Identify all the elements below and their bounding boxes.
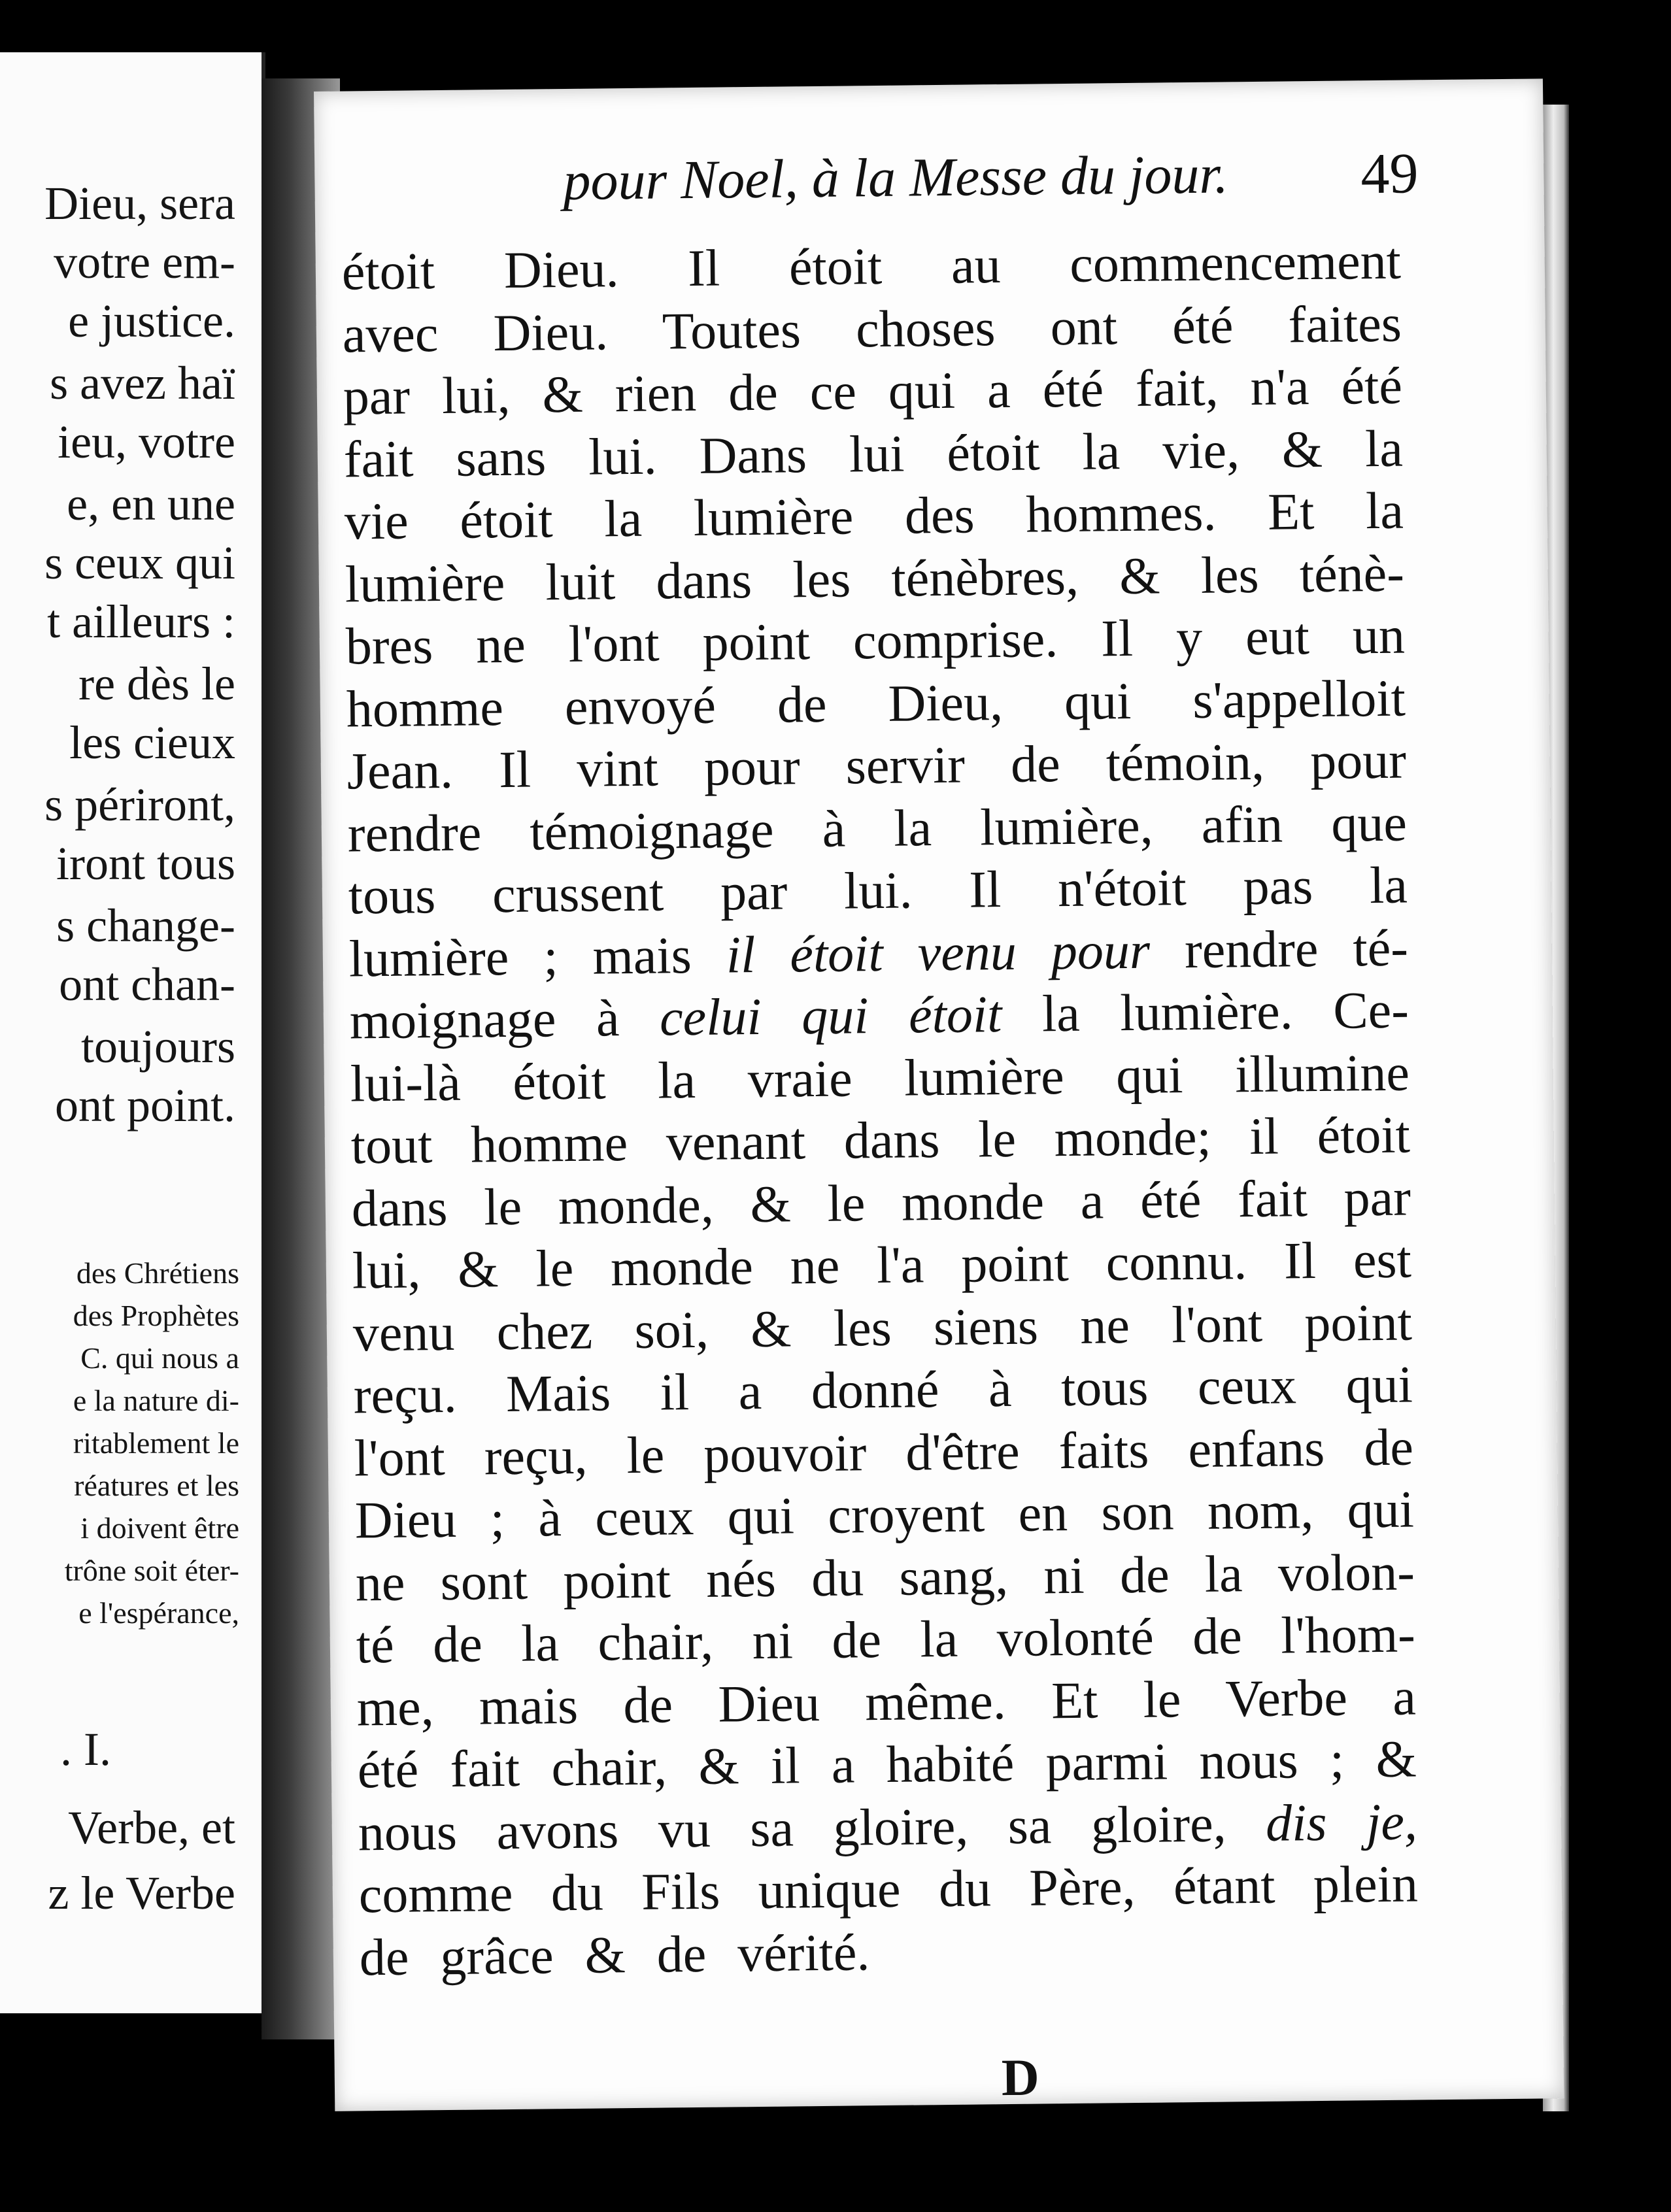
text-line: été fait chair, & il a habité parmi nous ; & (357, 1730, 1417, 1800)
left-page-note-line: e la nature di- (73, 1384, 239, 1417)
left-page-note-line: C. qui nous a (80, 1341, 239, 1375)
left-page-note-line: des Chrétiens (76, 1256, 239, 1290)
text-line: fait sans lui. Dans lui étoit la vie, & la (343, 420, 1404, 489)
text-line: lui-là étoit la vraie lumière qui illumine (350, 1044, 1410, 1113)
left-page-line: ieu, votre (58, 416, 235, 468)
left-page-note-line: réatures et les (74, 1469, 239, 1502)
left-page-line: s change- (56, 899, 235, 952)
left-page-line: votre em- (54, 236, 235, 288)
left-page-note-line: des Prophètes (73, 1299, 239, 1332)
page-number: 49 (1360, 142, 1419, 207)
italic-text-segment: il étoit venu pour (726, 922, 1151, 984)
text-segment: rendre té- (1149, 919, 1409, 980)
text-line: étoit Dieu. Il étoit au commencement (341, 232, 1402, 301)
text-line: tout homme venant dans le monde; il étoit (350, 1106, 1411, 1175)
left-page-note-line: e l'espérance, (78, 1596, 239, 1630)
text-segment: nous avons vu sa gloire, sa gloire, (358, 1794, 1266, 1862)
text-line: vie étoit la lumière des hommes. Et la (344, 482, 1404, 551)
left-page-line: Verbe, et (68, 1801, 235, 1854)
text-line: comme du Fils unique du Père, étant plein (358, 1855, 1419, 1924)
italic-text-segment: celui qui étoit (659, 986, 1002, 1047)
running-head: pour Noel, à la Messe du jour. (562, 144, 1229, 212)
left-page-line: les cieux (69, 716, 235, 769)
left-page-line: e justice. (68, 295, 235, 347)
text-line: par lui, & rien de ce qui a été fait, n'a été (343, 357, 1403, 426)
page-body-text (341, 231, 1419, 1990)
left-page-fragment (0, 52, 265, 2013)
book-page (314, 78, 1564, 2111)
left-page-line: toujours (80, 1020, 235, 1073)
text-line (349, 980, 1409, 1053)
left-page-note-line: i doivent être (80, 1511, 239, 1545)
text-line: bres ne l'ont point comprise. Il y eut un (345, 607, 1406, 676)
text-line: dans le monde, & le monde a été fait par (351, 1169, 1411, 1237)
text-line: reçu. Mais il a donné à tous ceux qui (353, 1356, 1413, 1425)
left-page-line: s avez haï (50, 357, 235, 409)
left-page-line: e, en une (67, 478, 235, 530)
left-page-line: ont chan- (59, 958, 235, 1011)
left-page-line: s ceux qui (44, 537, 235, 589)
left-page-line: Dieu, sera (44, 177, 235, 229)
text-line: Jean. Il vint pour servir de témoin, pour (346, 731, 1407, 801)
text-line: me, mais de Dieu même. Et le Verbe a (356, 1667, 1417, 1737)
text-line: ne sont point nés du sang, ni de la volon- (355, 1543, 1415, 1612)
left-page-line: t ailleurs : (47, 595, 235, 648)
text-line: venu chez soi, & les siens ne l'ont point (352, 1294, 1413, 1362)
text-line (348, 917, 1408, 990)
text-line: l'ont reçu, le pouvoir d'être faits enfans de (354, 1418, 1414, 1487)
text-line: de grâce & de vérité. (359, 1923, 870, 1986)
text-line: avec Dieu. Toutes choses ont été faites (342, 295, 1402, 364)
text-line: homme envoyé de Dieu, qui s'appelloit (346, 669, 1406, 739)
left-page-line: iront tous (56, 837, 235, 890)
italic-text-segment: dis je, (1265, 1792, 1418, 1852)
left-page-line: s périront, (44, 779, 235, 831)
left-page-line: re dès le (78, 658, 235, 710)
text-line: té de la chair, ni de la volonté de l'hom- (356, 1605, 1416, 1675)
left-page-line: . I. (60, 1723, 111, 1775)
signature-mark: D (1001, 2049, 1040, 2107)
text-segment: lumière ; mais (348, 926, 727, 988)
text-segment: la lumière. Ce- (1001, 981, 1409, 1044)
text-line: lui, & le monde ne l'a point connu. Il est (352, 1231, 1412, 1300)
text-line: rendre témoignage à la lumière, afin que (347, 794, 1408, 863)
left-page-note-line: trône soit éter- (64, 1554, 239, 1587)
text-line: Dieu ; à ceux qui croyent en son nom, qui (354, 1481, 1415, 1550)
text-segment: moignage à (349, 989, 660, 1050)
text-line: tous crussent par lui. Il n'étoit pas la (348, 856, 1408, 926)
left-page-line: ont point. (54, 1079, 235, 1131)
left-page-note-line: ritablement le (73, 1426, 239, 1460)
text-line: lumière luit dans les ténèbres, & les ténè- (345, 545, 1405, 614)
left-page-line: z le Verbe (48, 1867, 235, 1919)
text-line (358, 1791, 1417, 1864)
